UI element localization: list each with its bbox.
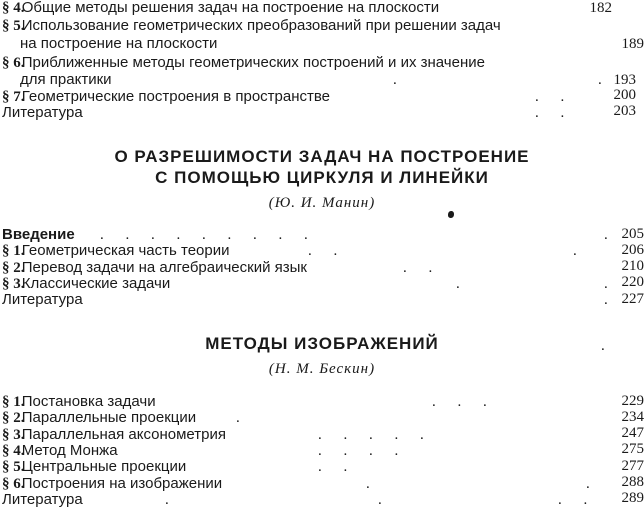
toc-entry xyxy=(2,427,610,443)
leader-dots: . xyxy=(604,292,617,308)
page-number: 234 xyxy=(621,409,644,425)
leader-dots: . . xyxy=(558,492,597,508)
ink-blot xyxy=(448,211,454,218)
section-heading: О РАЗРЕШИМОСТИ ЗАДАЧ НА ПОСТРОЕНИЕ xyxy=(114,147,530,166)
toc-entry xyxy=(2,260,610,276)
page-number: 227 xyxy=(621,291,644,307)
entry-title-continuation: на построение на плоскости xyxy=(20,35,218,52)
page-number: 200 xyxy=(613,87,636,103)
page-number: 193 xyxy=(613,72,636,88)
toc-entry xyxy=(2,55,610,71)
entry-title: Метод Монжа xyxy=(21,442,118,459)
entry-title: Приближенные методы геометрических построений и их значение xyxy=(21,54,485,71)
entry-title: Использование геометрических преобразований при решении задач xyxy=(21,17,501,34)
toc-entry xyxy=(2,410,610,426)
leader-dots: . xyxy=(573,243,586,259)
leader-dots: . . . . . xyxy=(318,427,433,443)
section-author: (Н. М. Бескин) xyxy=(268,361,376,377)
entry-title: Параллельная аксонометрия xyxy=(21,426,226,443)
section-heading: МЕТОДЫ ИЗОБРАЖЕНИЙ xyxy=(205,334,439,353)
toc-entry xyxy=(2,459,610,475)
toc-entry xyxy=(2,18,610,34)
page-number: 229 xyxy=(621,393,644,409)
toc-entry xyxy=(2,0,610,16)
page-number: 275 xyxy=(621,441,644,457)
section-symbol: § 1. xyxy=(2,243,25,259)
toc-entry xyxy=(2,394,610,410)
section-symbol: § 2. xyxy=(2,260,25,276)
page-number: 206 xyxy=(621,242,644,258)
leader-dots: . xyxy=(604,227,617,243)
page-number: 220 xyxy=(621,274,644,290)
toc-entry-continuation xyxy=(2,36,628,52)
leader-dots: . . . . . . . . . xyxy=(100,227,317,243)
leader-dots: . . xyxy=(535,89,574,105)
section-symbol: § 1. xyxy=(2,394,25,410)
section-symbol: § 5. xyxy=(2,459,25,475)
leader-dots: . xyxy=(598,72,611,88)
page-number: 247 xyxy=(621,425,644,441)
entry-title: Общие методы решения задач на построение на плоскости xyxy=(21,0,440,16)
leader-dots: . . . xyxy=(432,394,496,410)
page-number: 277 xyxy=(621,458,644,474)
toc-entry xyxy=(2,105,610,121)
page-number: 289 xyxy=(621,490,644,506)
leader-dots: . . xyxy=(403,260,442,276)
entry-title: Параллельные проекции xyxy=(21,409,197,426)
entry-title: Литература xyxy=(2,491,83,508)
section-symbol: § 3. xyxy=(2,427,25,443)
page-number: 203 xyxy=(613,103,636,119)
leader-dots: . xyxy=(393,72,406,88)
section-symbol: § 4. xyxy=(2,443,25,459)
leader-dots: . . xyxy=(308,243,347,259)
section-symbol: § 6. xyxy=(2,55,25,71)
leader-dots: . . xyxy=(535,105,574,121)
toc-entry xyxy=(2,492,610,508)
leader-dots: . xyxy=(456,276,469,292)
section-symbol: § 2. xyxy=(2,410,25,426)
entry-title: Литература xyxy=(2,291,83,308)
entry-title: Перевод задачи на алгебраический язык xyxy=(21,259,307,276)
section-author: (Ю. И. Манин) xyxy=(268,195,376,211)
leader-dots: . . xyxy=(318,459,357,475)
page-number: 288 xyxy=(621,474,644,490)
entry-title: Центральные проекции xyxy=(21,458,187,475)
toc-entry xyxy=(2,292,610,308)
leader-dots: . xyxy=(586,476,599,492)
leader-dots: . xyxy=(236,410,249,426)
section-symbol: § 5. xyxy=(2,18,25,34)
toc-entry xyxy=(2,89,610,105)
toc-entry xyxy=(2,443,610,459)
page-number: 205 xyxy=(621,226,644,242)
entry-title: Введение xyxy=(2,226,75,243)
leader-dots: . xyxy=(601,338,614,354)
section-symbol: § 3. xyxy=(2,276,25,292)
entry-title-continuation: для практики xyxy=(20,71,112,88)
leader-dots: . xyxy=(604,276,617,292)
section-symbol: § 4. xyxy=(2,0,25,16)
leader-dots: . xyxy=(366,476,379,492)
leader-dots: . xyxy=(165,492,178,508)
entry-title: Построения на изображении xyxy=(21,475,223,492)
page-number: 189 xyxy=(621,36,644,52)
entry-title: Классические задачи xyxy=(21,275,171,292)
entry-title: Постановка задачи xyxy=(21,393,156,410)
leader-dots: . xyxy=(378,492,391,508)
toc-entry xyxy=(2,276,610,292)
section-heading: С ПОМОЩЬЮ ЦИРКУЛЯ И ЛИНЕЙКИ xyxy=(155,168,489,187)
toc-entry xyxy=(2,476,610,492)
section-symbol: § 7. xyxy=(2,89,25,105)
entry-title: Литература xyxy=(2,104,83,121)
toc-entry-continuation xyxy=(2,72,628,88)
section-symbol: § 6. xyxy=(2,476,25,492)
toc-entry xyxy=(2,243,610,259)
entry-title: Геометрическая часть теории xyxy=(21,242,230,259)
page-number: 210 xyxy=(621,258,644,274)
page-number: 182 xyxy=(589,0,612,16)
entry-title: Геометрические построения в пространстве xyxy=(21,88,331,105)
leader-dots: . . . . xyxy=(318,443,408,459)
